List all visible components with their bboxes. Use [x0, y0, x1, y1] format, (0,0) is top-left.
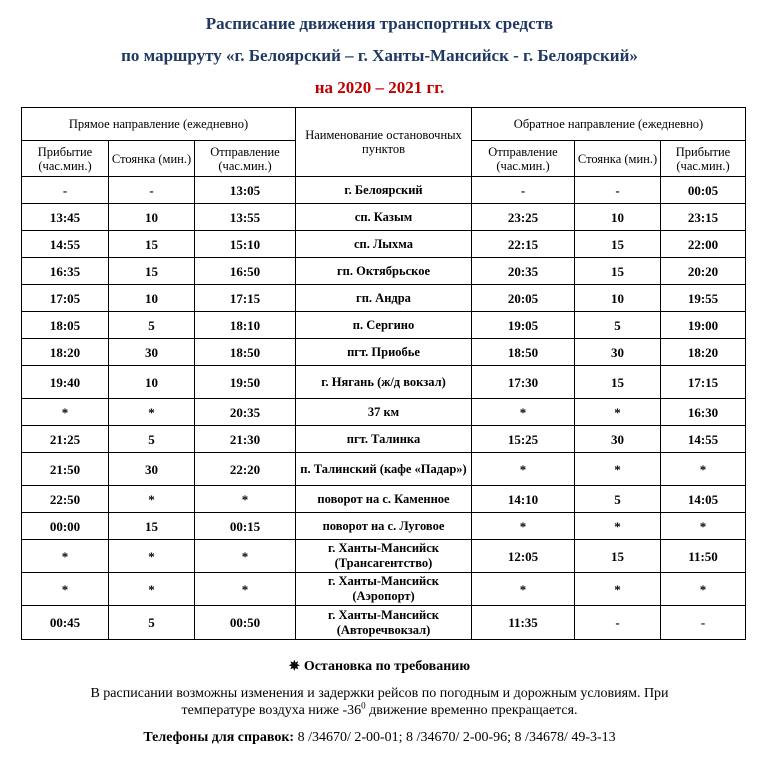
- table-row: [22, 339, 746, 366]
- table-row: [22, 540, 746, 573]
- table-row: [22, 426, 746, 453]
- return-stop-cell: 15: [575, 258, 661, 285]
- return-stop-cell: 10: [575, 204, 661, 231]
- return-arrival-cell: 19:00: [661, 312, 746, 339]
- forward-departure-cell: 13:55: [195, 204, 296, 231]
- forward-direction-header: Прямое направление (ежедневно): [22, 108, 296, 141]
- table-row: [22, 177, 746, 204]
- forward-departure-cell: 21:30: [195, 426, 296, 453]
- forward-stop-cell: 10: [109, 366, 195, 399]
- forward-arrival-cell: 14:55: [22, 231, 109, 258]
- stop-name-cell: поворот на с. Луговое: [296, 513, 472, 540]
- on-demand-note: [0, 658, 759, 675]
- return-stop-cell: -: [575, 606, 661, 640]
- table-row: [22, 312, 746, 339]
- forward-departure-cell: 18:50: [195, 339, 296, 366]
- stop-name-cell: поворот на с. Каменное: [296, 486, 472, 513]
- forward-stop-cell: *: [109, 399, 195, 426]
- return-stop-header: Стоянка (мин.): [575, 141, 661, 177]
- title-years: на 2020 – 2021 гг.: [314, 78, 445, 97]
- forward-stop-cell: 5: [109, 312, 195, 339]
- stop-name-cell: г. Ханты-Мансийск (Трансагентство): [296, 540, 472, 573]
- forward-stop-cell: 30: [109, 339, 195, 366]
- table-row: [22, 366, 746, 399]
- forward-arrival-cell: 21:25: [22, 426, 109, 453]
- return-departure-cell: *: [472, 573, 575, 606]
- degree-superscript: 0: [361, 700, 366, 711]
- return-arrival-cell: 11:50: [661, 540, 746, 573]
- return-arrival-cell: 14:55: [661, 426, 746, 453]
- forward-departure-cell: 00:15: [195, 513, 296, 540]
- forward-stop-cell: 15: [109, 513, 195, 540]
- return-departure-cell: *: [472, 399, 575, 426]
- return-stop-cell: 15: [575, 366, 661, 399]
- return-arrival-header: Прибытие (час.мин.): [661, 141, 746, 177]
- return-arrival-cell: 19:55: [661, 285, 746, 312]
- forward-arrival-cell: *: [22, 573, 109, 606]
- phones-line: [0, 730, 759, 746]
- table-row: [22, 399, 746, 426]
- table-row: [22, 513, 746, 540]
- forward-departure-cell: 22:20: [195, 453, 296, 486]
- stop-name-cell: п. Талинский (кафе «Падар»): [296, 453, 472, 486]
- forward-stop-cell: 5: [109, 426, 195, 453]
- forward-arrival-cell: 19:40: [22, 366, 109, 399]
- forward-arrival-header: Прибытие (час.мин.): [22, 141, 109, 177]
- weather-warning: [0, 685, 759, 719]
- return-arrival-cell: 22:00: [661, 231, 746, 258]
- table-row: [22, 453, 746, 486]
- forward-stop-cell: 30: [109, 453, 195, 486]
- return-stop-cell: *: [575, 399, 661, 426]
- return-stop-cell: 30: [575, 426, 661, 453]
- forward-stop-cell: 10: [109, 285, 195, 312]
- stop-name-cell: п. Сергино: [296, 312, 472, 339]
- return-arrival-cell: -: [661, 606, 746, 640]
- table-row: [22, 606, 746, 640]
- return-arrival-cell: 00:05: [661, 177, 746, 204]
- return-stop-cell: *: [575, 573, 661, 606]
- forward-arrival-cell: 00:45: [22, 606, 109, 640]
- return-arrival-cell: *: [661, 453, 746, 486]
- return-stop-cell: 5: [575, 312, 661, 339]
- stop-name-cell: г. Ханты-Мансийск (Аэропорт): [296, 573, 472, 606]
- forward-arrival-cell: 18:05: [22, 312, 109, 339]
- return-departure-cell: 15:25: [472, 426, 575, 453]
- forward-departure-header: Отправление (час.мин.): [195, 141, 296, 177]
- return-departure-header: Отправление (час.мин.): [472, 141, 575, 177]
- return-arrival-cell: *: [661, 513, 746, 540]
- stop-name-cell: г. Белоярский: [296, 177, 472, 204]
- forward-arrival-cell: 00:00: [22, 513, 109, 540]
- stop-name-cell: пгт. Приобье: [296, 339, 472, 366]
- forward-departure-cell: *: [195, 540, 296, 573]
- return-departure-cell: 19:05: [472, 312, 575, 339]
- return-stop-cell: *: [575, 513, 661, 540]
- return-arrival-cell: 18:20: [661, 339, 746, 366]
- stop-name-cell: гп. Андра: [296, 285, 472, 312]
- return-departure-cell: 22:15: [472, 231, 575, 258]
- return-departure-cell: *: [472, 513, 575, 540]
- forward-stop-cell: *: [109, 486, 195, 513]
- forward-stop-cell: -: [109, 177, 195, 204]
- return-arrival-cell: 14:05: [661, 486, 746, 513]
- forward-arrival-cell: *: [22, 540, 109, 573]
- stop-name-header: Наименование остановочных пунктов: [296, 108, 472, 177]
- forward-departure-cell: *: [195, 573, 296, 606]
- return-stop-cell: *: [575, 453, 661, 486]
- star-icon: ✵: [288, 658, 300, 673]
- forward-departure-cell: 20:35: [195, 399, 296, 426]
- forward-arrival-cell: 21:50: [22, 453, 109, 486]
- forward-stop-cell: *: [109, 540, 195, 573]
- return-departure-cell: *: [472, 453, 575, 486]
- return-direction-header: Обратное направление (ежедневно): [472, 108, 746, 141]
- forward-departure-cell: 18:10: [195, 312, 296, 339]
- title-line-2: по маршруту «г. Белоярский – г. Ханты-Мансийск - г. Белоярский»: [121, 46, 638, 65]
- return-stop-cell: 30: [575, 339, 661, 366]
- return-stop-cell: 10: [575, 285, 661, 312]
- forward-departure-cell: 17:15: [195, 285, 296, 312]
- forward-stop-cell: 10: [109, 204, 195, 231]
- forward-departure-cell: 00:50: [195, 606, 296, 640]
- table-row: [22, 486, 746, 513]
- forward-stop-cell: *: [109, 573, 195, 606]
- stop-name-cell: г. Ханты-Мансийск (Авторечвокзал): [296, 606, 472, 640]
- forward-departure-cell: 13:05: [195, 177, 296, 204]
- forward-departure-cell: *: [195, 486, 296, 513]
- return-arrival-cell: 20:20: [661, 258, 746, 285]
- return-arrival-cell: 16:30: [661, 399, 746, 426]
- return-departure-cell: 20:05: [472, 285, 575, 312]
- return-departure-cell: -: [472, 177, 575, 204]
- table-row: [22, 285, 746, 312]
- table-row: [22, 231, 746, 258]
- return-departure-cell: 12:05: [472, 540, 575, 573]
- stop-name-cell: сп. Казым: [296, 204, 472, 231]
- return-departure-cell: 11:35: [472, 606, 575, 640]
- forward-departure-cell: 19:50: [195, 366, 296, 399]
- forward-arrival-cell: 22:50: [22, 486, 109, 513]
- stop-name-cell: гп. Октябрьское: [296, 258, 472, 285]
- forward-arrival-cell: *: [22, 399, 109, 426]
- title-line-1: Расписание движения транспортных средств: [205, 14, 554, 33]
- forward-arrival-cell: 17:05: [22, 285, 109, 312]
- forward-departure-cell: 16:50: [195, 258, 296, 285]
- forward-stop-header: Стоянка (мин.): [109, 141, 195, 177]
- forward-arrival-cell: 18:20: [22, 339, 109, 366]
- table-row: [22, 258, 746, 285]
- return-departure-cell: 18:50: [472, 339, 575, 366]
- return-departure-cell: 17:30: [472, 366, 575, 399]
- table-row: [22, 204, 746, 231]
- stop-name-cell: 37 км: [296, 399, 472, 426]
- phones-label: Телефоны для справок:: [143, 730, 295, 745]
- schedule-table: [21, 107, 746, 640]
- forward-arrival-cell: -: [22, 177, 109, 204]
- forward-stop-cell: 15: [109, 258, 195, 285]
- forward-arrival-cell: 16:35: [22, 258, 109, 285]
- table-row: [22, 573, 746, 606]
- stop-name-cell: пгт. Талинка: [296, 426, 472, 453]
- forward-stop-cell: 15: [109, 231, 195, 258]
- forward-arrival-cell: 13:45: [22, 204, 109, 231]
- return-departure-cell: 23:25: [472, 204, 575, 231]
- return-stop-cell: 5: [575, 486, 661, 513]
- return-arrival-cell: *: [661, 573, 746, 606]
- phones-numbers: 8 /34670/ 2-00-01; 8 /34670/ 2-00-96; 8 /34678/ 49-3-13: [294, 730, 616, 745]
- stop-name-cell: сп. Лыхма: [296, 231, 472, 258]
- warning-text-2: движение временно прекращается.: [365, 703, 578, 718]
- return-arrival-cell: 23:15: [661, 204, 746, 231]
- return-departure-cell: 20:35: [472, 258, 575, 285]
- warning-text-1: В расписании возможны изменения и задержки рейсов по погодным и дорожным условиям. При температуре воздуха ниже -36: [90, 686, 669, 718]
- forward-departure-cell: 15:10: [195, 231, 296, 258]
- return-arrival-cell: 17:15: [661, 366, 746, 399]
- stop-name-cell: г. Нягань (ж/д вокзал): [296, 366, 472, 399]
- return-stop-cell: 15: [575, 540, 661, 573]
- return-stop-cell: 15: [575, 231, 661, 258]
- return-departure-cell: 14:10: [472, 486, 575, 513]
- return-stop-cell: -: [575, 177, 661, 204]
- forward-stop-cell: 5: [109, 606, 195, 640]
- on-demand-text: Остановка по требованию: [303, 659, 471, 674]
